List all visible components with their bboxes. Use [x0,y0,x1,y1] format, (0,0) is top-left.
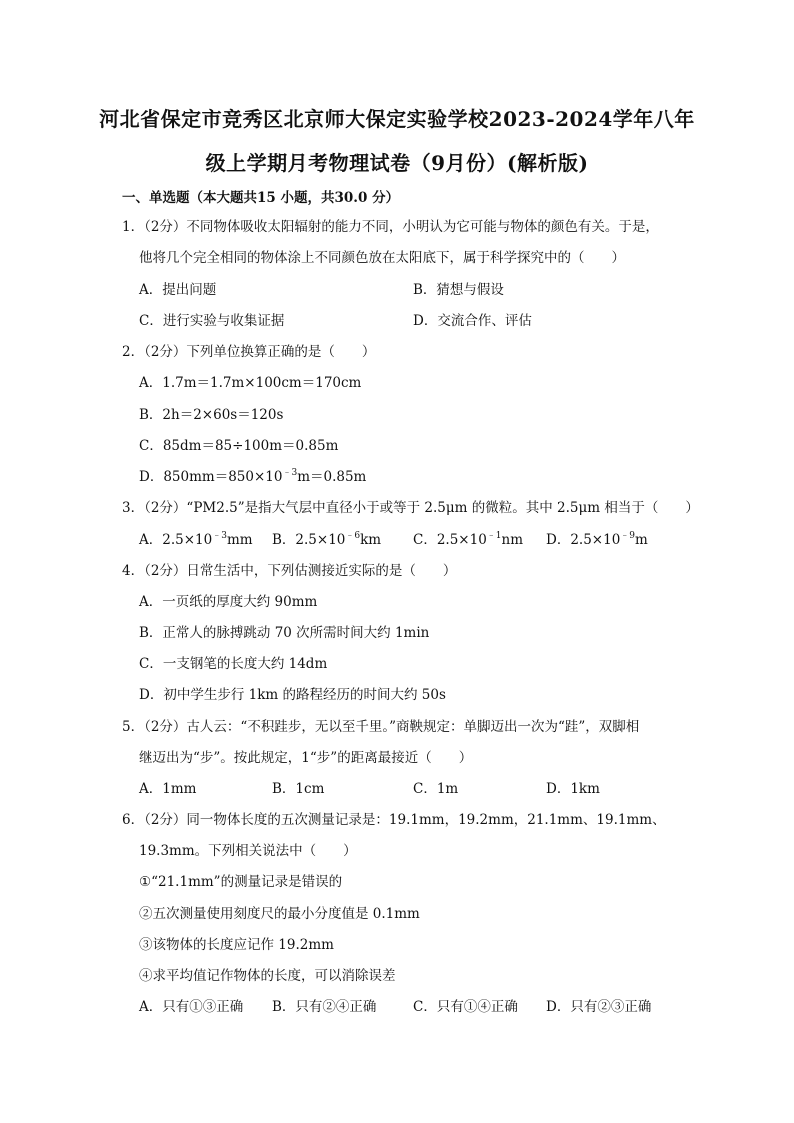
question-2-option-d-exponent: ﹣3 [282,468,298,478]
question-1-stem-line-2: 他将几个完全相同的物体涂上不同颜色放在太阳底下，属于科学探究中的（ ） [139,250,625,266]
question-4-option-d: D．初中学生步行 1km 的路程经历的时间大约 50s [139,687,446,703]
question-5-option-c: C．1m [413,781,459,797]
question-4-option-a: A．一页纸的厚度大约 90mm [139,594,318,610]
question-3-option-d [546,531,648,549]
question-1-stem-line-1: 1．（2分）不同物体吸收太阳辐射的能力不同，小明认为它可能与物体的颜色有关。于是， [122,219,659,235]
question-5-stem-line-2: 继迈出为“步”。按此规定，1“步”的距离最接近（ ） [139,750,473,766]
section-heading: 一、单选题（本大题共15 小题，共30.0 分） [122,190,400,206]
question-6-option-a: A．只有①③正确 [139,999,244,1015]
question-3-option-b-exponent: ﹣6 [345,531,361,541]
question-1-option-a: A．提出问题 [139,282,217,298]
question-5-option-d: D．1km [546,781,600,797]
question-2-option-d-text: D．850mm＝850×10 [139,469,283,485]
question-3-option-c-unit: nm [501,532,524,548]
question-3-option-a-unit: mm [226,532,253,548]
question-2-option-d-unit: m＝0.85m [297,469,367,485]
question-3-option-d-text: D．2.5×10 [546,532,621,548]
question-3-option-a-exponent: ﹣3 [212,531,227,541]
question-3-option-c [413,531,523,549]
question-2-option-c: C．85dm＝85÷100m＝0.85m [139,438,339,454]
question-4-stem: 4．（2分）日常生活中，下列估测接近实际的是（ ） [122,563,457,579]
question-3-option-b-text: B．2.5×10 [272,532,346,548]
question-6-statement-1: ①“21.1mm”的测量记录是错误的 [139,874,343,890]
question-3-option-c-exponent: ﹣1 [486,531,502,541]
question-2-option-b: B．2h＝2×60s＝120s [139,407,284,423]
question-6-stem-line-2: 19.3mm。下列相关说法中（ ） [139,843,357,859]
question-6-statement-4: ④求平均值记作物体的长度，可以消除误差 [139,968,396,984]
question-3-option-a-text: A．2.5×10 [139,532,213,548]
question-6-statement-2: ②五次测量使用刻度尺的最小分度值是 0.1mm [139,906,420,922]
question-5-option-b: B．1cm [272,781,325,797]
question-3-option-c-text: C．2.5×10 [413,532,487,548]
question-3-option-d-unit: m [635,532,648,548]
question-1-option-c: C．进行实验与收集证据 [139,313,285,329]
question-6-option-d: D．只有②③正确 [546,999,652,1015]
question-3-stem: 3．（2分）“PM2.5”是指大气层中直径小于或等于 2.5μm 的微粒。其中 2.5μm 相当于（ ） [122,500,699,516]
question-5-stem-line-1: 5．（2分）古人云：“不积跬步，无以至千里。”商鞅规定：单脚迈出一次为“跬”，双脚相 [122,719,640,735]
question-3-option-b-unit: km [360,532,382,548]
question-2-stem: 2．（2分）下列单位换算正确的是（ ） [122,344,376,360]
question-4-option-c: C．一支钢笔的长度大约 14dm [139,656,328,672]
question-3-option-a [139,531,253,549]
question-6-option-c: C．只有①④正确 [413,999,518,1015]
question-1-option-b: B．猜想与假设 [413,282,504,298]
question-1-option-d: D．交流合作、评估 [413,313,532,329]
question-6-option-b: B．只有②④正确 [272,999,377,1015]
question-4-option-b: B．正常人的脉搏跳动 70 次所需时间大约 1min [139,625,430,641]
question-5-option-a: A．1mm [139,781,197,797]
question-2-option-a: A．1.7m＝1.7m×100cm＝170cm [139,375,362,391]
question-6-statement-3: ③该物体的长度应记作 19.2mm [139,937,334,953]
document-title-line-2: 级上学期月考物理试卷（9月份）(解析版) [205,151,589,175]
question-2-option-d [139,468,366,486]
document-title-line-1: 河北省保定市竞秀区北京师大保定实验学校2023-2024学年八年 [99,107,695,131]
question-3-option-d-exponent: ﹣9 [620,531,636,541]
question-6-stem-line-1: 6．（2分）同一物体长度的五次测量记录是：19.1mm，19.2mm，21.1mm、19.1mm、 [122,812,666,828]
question-3-option-b [272,531,381,549]
